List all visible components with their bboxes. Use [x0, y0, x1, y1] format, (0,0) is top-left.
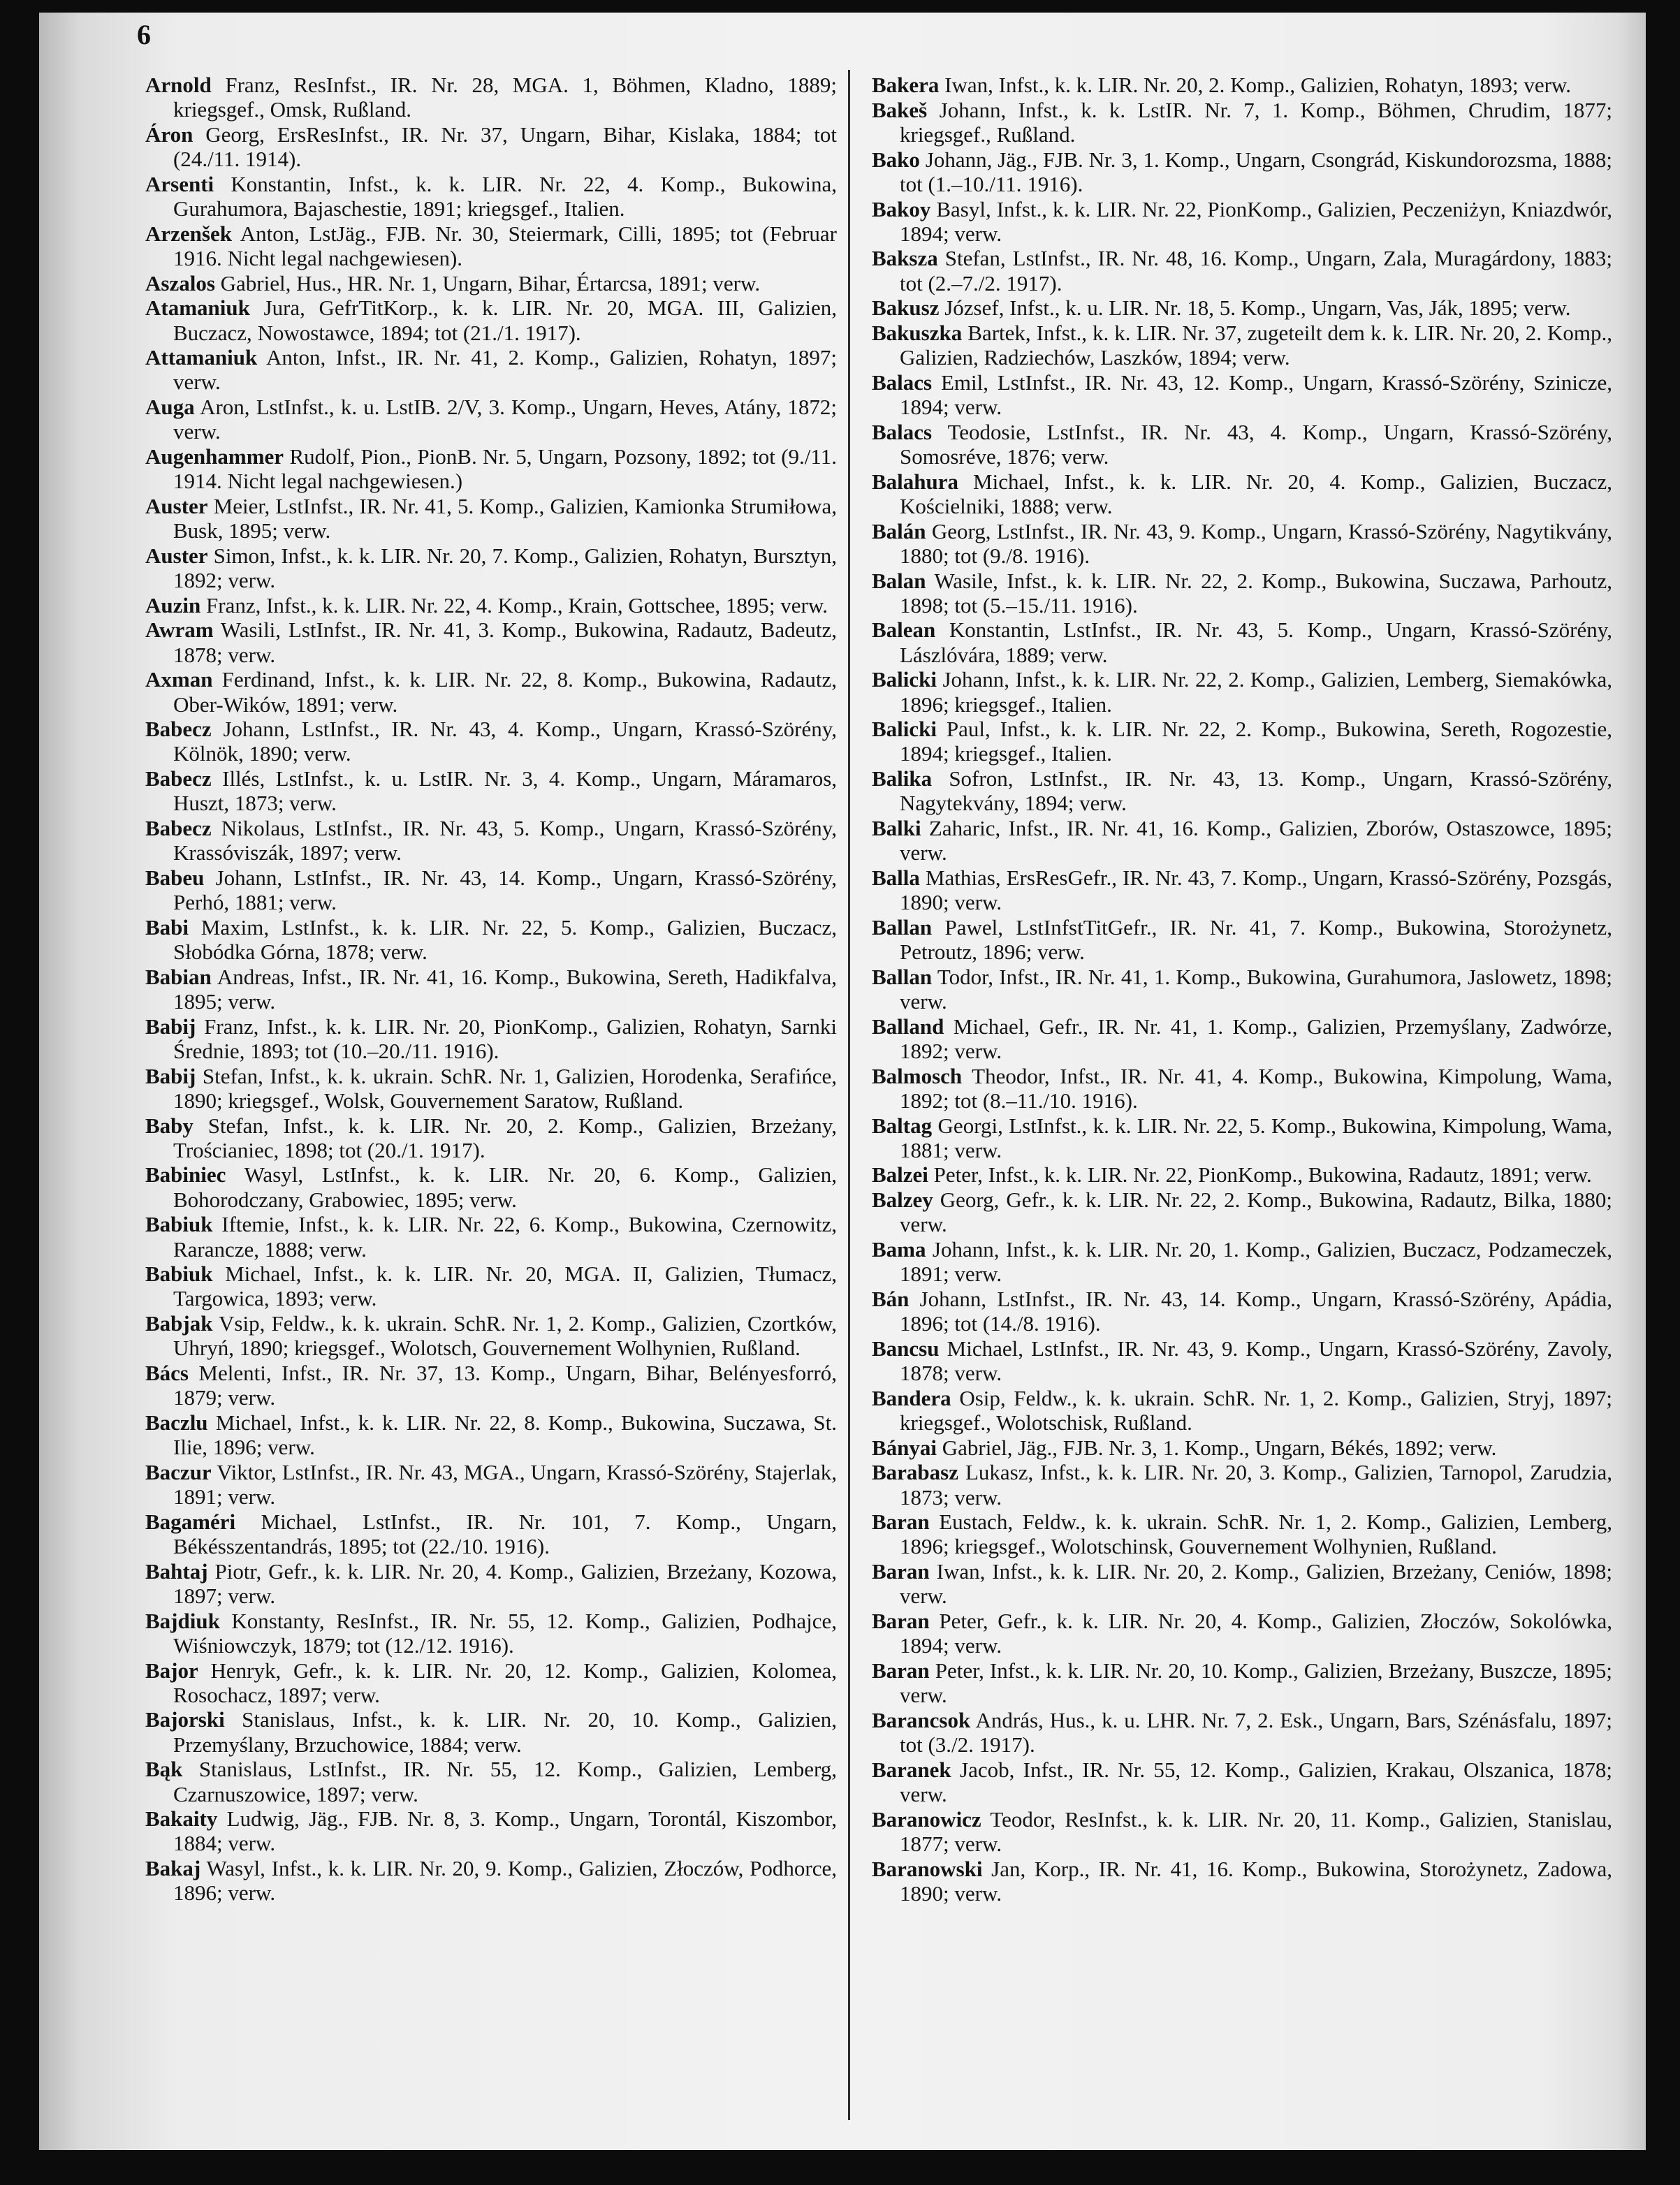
- list-entry: [872, 1386, 1612, 1435]
- entry-surname: Babiuk: [145, 1262, 213, 1287]
- list-entry: [872, 1014, 1612, 1063]
- entry-surname: Balacs: [872, 370, 933, 395]
- list-entry: [145, 618, 837, 666]
- right-column: [872, 73, 1612, 1906]
- list-entry: [872, 816, 1612, 865]
- entry-surname: Balacs: [872, 419, 933, 444]
- entry-surname: Auzin: [145, 592, 201, 618]
- list-entry: [145, 1559, 837, 1608]
- list-entry: [145, 122, 837, 171]
- entry-details: Georgi, LstInfst., k. k. LIR. Nr. 22, 5. Komp., Bukowina, Kimpolung, Wama, 1881; verw.: [900, 1113, 1613, 1162]
- list-entry: [145, 543, 837, 592]
- entry-details: Johann, Infst., k. k. LstIR. Nr. 7, 1. Komp., Böhmen, Chrudim, 1877; kriegsgef., Rußland.: [900, 97, 1613, 147]
- entry-details: Aron, LstInfst., k. u. LstIB. 2/V, 3. Komp., Ungarn, Heves, Atány, 1872; verw.: [173, 395, 837, 444]
- entry-surname: Bakusz: [872, 295, 940, 321]
- entry-details: Johann, LstInfst., IR. Nr. 43, 4. Komp., Ungarn, Krassó-Szörény, Kölnök, 1890; verw.: [173, 717, 837, 766]
- list-entry: [872, 370, 1612, 419]
- list-entry: [145, 172, 837, 221]
- entry-details: Iftemie, Infst., k. k. LIR. Nr. 22, 6. Komp., Bukowina, Czernowitz, Rarancze, 1888; verw.: [173, 1212, 838, 1262]
- list-entry: [872, 519, 1612, 568]
- list-entry: [872, 295, 1612, 320]
- entry-details: Wasyl, LstInfst., k. k. LIR. Nr. 20, 6. Komp., Galizien, Bohorodczany, Grabowiec, 1895; verw.: [173, 1162, 837, 1212]
- entry-surname: Bajdiuk: [145, 1608, 220, 1633]
- list-entry: [872, 1510, 1612, 1558]
- list-entry: [145, 1806, 837, 1855]
- entry-details: Pawel, LstInfstTitGefr., IR. Nr. 41, 7. Komp., Bukowina, Storożynetz, Petroutz, 1896; verw.: [900, 914, 1613, 965]
- list-entry: [145, 1707, 837, 1756]
- entry-surname: Bakeš: [872, 97, 928, 122]
- column-divider: [848, 70, 850, 2120]
- entry-surname: Áron: [145, 122, 193, 147]
- list-entry: [872, 73, 1612, 97]
- entry-details: Jura, GefrTitKorp., k. k. LIR. Nr. 20, MGA. III, Galizien, Buczacz, Nowostawce, 1894; tot (21./1. 1917).: [173, 295, 837, 345]
- list-entry: [872, 1188, 1612, 1236]
- list-entry: [145, 395, 837, 444]
- list-entry: [145, 766, 837, 815]
- entry-details: Melenti, Infst., IR. Nr. 37, 13. Komp., Ungarn, Bihar, Belényesforró, 1879; verw.: [173, 1361, 837, 1410]
- entry-surname: Babeu: [145, 865, 205, 890]
- list-entry: [872, 420, 1612, 469]
- entry-surname: Ballan: [872, 964, 933, 989]
- entry-details: Andreas, Infst., IR. Nr. 41, 16. Komp., Bukowina, Sereth, Hadikfalva, 1895; verw.: [173, 964, 837, 1014]
- entry-surname: Bajorski: [145, 1707, 225, 1732]
- entry-surname: Babiniec: [145, 1162, 226, 1188]
- entry-surname: Bán: [872, 1286, 910, 1311]
- entry-surname: Babi: [145, 914, 189, 940]
- entry-surname: Babian: [145, 964, 212, 989]
- entry-details: Nikolaus, LstInfst., IR. Nr. 43, 5. Komp., Ungarn, Krassó-Szörény, Krassóviszák, 1897; verw.: [173, 816, 837, 865]
- entry-surname: Baby: [145, 1113, 193, 1138]
- entry-surname: Balán: [872, 518, 926, 543]
- entry-surname: Arnold: [145, 73, 212, 97]
- entry-details: Gabriel, Jäg., FJB. Nr. 3, 1. Komp., Ungarn, Békés, 1892; verw.: [942, 1435, 1497, 1460]
- entry-details: Sofron, LstInfst., IR. Nr. 43, 13. Komp., Ungarn, Krassó-Szörény, Nagytekvány, 1894; verw.: [900, 766, 1612, 816]
- entry-details: Jacob, Infst., IR. Nr. 55, 12. Komp., Galizien, Krakau, Olszanica, 1878; verw.: [900, 1757, 1613, 1807]
- entry-surname: Baran: [872, 1609, 930, 1634]
- entry-details: Iwan, Infst., k. k. LIR. Nr. 20, 2. Komp., Galizien, Rohatyn, 1893; verw.: [944, 73, 1572, 97]
- entry-surname: Auster: [145, 493, 208, 518]
- entry-details: Lukasz, Infst., k. k. LIR. Nr. 20, 3. Komp., Galizien, Tarnopol, Zarudzia, 1873; verw.: [900, 1460, 1613, 1510]
- list-entry: [872, 469, 1612, 518]
- entry-surname: Bako: [872, 147, 920, 172]
- list-entry: [872, 1658, 1612, 1707]
- entry-details: Wasile, Infst., k. k. LIR. Nr. 22, 2. Komp., Bukowina, Suczawa, Parhoutz, 1898; tot (5.–15./11. 1916).: [900, 568, 1612, 618]
- entry-details: Peter, Gefr., k. k. LIR. Nr. 20, 4. Komp., Galizien, Złoczów, Sokolówka, 1894; verw.: [900, 1609, 1612, 1658]
- entry-surname: Balla: [872, 865, 920, 890]
- entry-surname: Arsenti: [145, 171, 214, 196]
- list-entry: [145, 73, 837, 122]
- entry-details: Osip, Feldw., k. k. ukrain. SchR. Nr. 1, 2. Komp., Galizien, Stryj, 1897; kriegsgef., Wolotschisk, Rußland.: [900, 1385, 1612, 1435]
- entry-details: Konstanty, ResInfst., IR. Nr. 55, 12. Komp., Galizien, Podhajce, Wiśniowczyk, 1879; tot (12./12. 1916).: [173, 1608, 837, 1658]
- entry-details: Zaharic, Infst., IR. Nr. 41, 16. Komp., Galizien, Zborów, Ostaszowce, 1895; verw.: [900, 816, 1612, 865]
- entry-details: Stefan, Infst., k. k. ukrain. SchR. Nr. 1, Galizien, Horodenka, Serafińce, 1890; kriegsgef., Wolsk, Gouvernement Saratow, Rußland.: [173, 1063, 837, 1113]
- entry-details: Johann, Infst., k. k. LIR. Nr. 22, 2. Komp., Galizien, Lemberg, Siemakówka, 1896; kriegsgef., Italien.: [900, 667, 1612, 717]
- entry-surname: Baksza: [872, 246, 938, 271]
- entry-surname: Babjak: [145, 1311, 213, 1336]
- entry-surname: Aszalos: [145, 270, 215, 295]
- list-entry: [145, 1460, 837, 1509]
- list-entry: [872, 1435, 1612, 1460]
- list-entry: [872, 1559, 1612, 1608]
- entry-details: Stanislaus, LstInfst., IR. Nr. 55, 12. Komp., Galizien, Lemberg, Czarnuszowice, 1897; verw.: [173, 1757, 837, 1806]
- list-entry: [872, 717, 1612, 766]
- entry-surname: Balan: [872, 568, 926, 593]
- entry-details: Jan, Korp., IR. Nr. 41, 16. Komp., Bukowina, Storożynetz, Zadowa, 1890; verw.: [900, 1856, 1612, 1906]
- entry-surname: Bandera: [872, 1385, 951, 1410]
- entry-surname: Balahura: [872, 469, 959, 494]
- entry-surname: Baczur: [145, 1459, 212, 1484]
- entry-surname: Arzenšek: [145, 221, 232, 246]
- list-entry: [145, 345, 837, 394]
- entry-surname: Auga: [145, 395, 195, 420]
- list-entry: [145, 816, 837, 865]
- list-entry: [872, 1064, 1612, 1113]
- entry-surname: Balika: [872, 766, 933, 791]
- entry-surname: Bąk: [145, 1757, 183, 1782]
- entry-surname: Babecz: [145, 766, 212, 791]
- entry-details: Anton, Infst., IR. Nr. 41, 2. Komp., Galizien, Rohatyn, 1897; verw.: [173, 345, 837, 395]
- entry-details: Rudolf, Pion., PionB. Nr. 5, Ungarn, Pozsony, 1892; tot (9./11. 1914. Nicht legal nachgewiesen.): [173, 444, 837, 494]
- entry-surname: Balmosch: [872, 1063, 963, 1088]
- list-entry: [872, 1708, 1612, 1757]
- entry-details: Konstantin, LstInfst., IR. Nr. 43, 5. Komp., Ungarn, Krassó-Szörény, Lászlóvára, 1889; verw.: [900, 618, 1612, 667]
- list-entry: [872, 246, 1612, 295]
- entry-surname: Bagaméri: [145, 1509, 236, 1534]
- list-entry: [872, 667, 1612, 716]
- entry-details: Basyl, Infst., k. k. LIR. Nr. 22, PionKomp., Galizien, Peczeniżyn, Kniazdwór, 1894; verw.: [900, 196, 1612, 246]
- entry-details: Franz, Infst., k. k. LIR. Nr. 20, PionKomp., Galizien, Rohatyn, Sarnki Średnie, 1893; tot (10.–20./11. 1916).: [173, 1014, 838, 1063]
- entry-surname: Barancsok: [872, 1707, 971, 1732]
- list-entry: [872, 1857, 1612, 1906]
- entry-details: József, Infst., k. u. LIR. Nr. 18, 5. Komp., Ungarn, Vas, Ják, 1895; verw.: [944, 295, 1571, 321]
- entry-details: Johann, Jäg., FJB. Nr. 3, 1. Komp., Ungarn, Csongrád, Kiskundorozsma, 1888; tot (1.–10./11. 1916).: [900, 147, 1612, 196]
- list-entry: [145, 1410, 837, 1459]
- entry-surname: Baltag: [872, 1113, 933, 1138]
- entry-details: Georg, ErsResInfst., IR. Nr. 37, Ungarn, Bihar, Kislaka, 1884; tot (24./11. 1914).: [173, 122, 837, 172]
- entry-details: Stanislaus, Infst., k. k. LIR. Nr. 20, 10. Komp., Galizien, Przemyślany, Brzuchowice, 1884; verw.: [173, 1707, 837, 1757]
- entry-details: Ferdinand, Infst., k. k. LIR. Nr. 22, 8. Komp., Bukowina, Radautz, Ober-Wików, 1891; verw.: [173, 667, 837, 717]
- entry-details: Meier, LstInfst., IR. Nr. 41, 5. Komp., Galizien, Kamionka Strumiłowa, Busk, 1895; verw.: [173, 493, 838, 543]
- list-entry: [872, 1162, 1612, 1187]
- entry-surname: Attamaniuk: [145, 345, 258, 370]
- entry-surname: Bahtaj: [145, 1558, 208, 1584]
- list-entry: [145, 1113, 837, 1162]
- list-entry: [872, 618, 1612, 666]
- entry-details: Piotr, Gefr., k. k. LIR. Nr. 20, 4. Komp., Galizien, Brzeżany, Kozowa, 1897; verw.: [173, 1558, 838, 1608]
- list-entry: [145, 1609, 837, 1658]
- entry-surname: Bács: [145, 1361, 189, 1386]
- entry-details: Michael, LstInfst., IR. Nr. 43, 9. Komp., Ungarn, Krassó-Szörény, Zavoly, 1878; verw.: [900, 1336, 1613, 1386]
- entry-surname: Baczlu: [145, 1410, 208, 1435]
- list-entry: [145, 271, 837, 295]
- entry-surname: Awram: [145, 618, 214, 643]
- entry-details: Paul, Infst., k. k. LIR. Nr. 22, 2. Komp., Bukowina, Sereth, Rogozestie, 1894; kriegsgef., Italien.: [900, 717, 1613, 766]
- document-page: [39, 13, 1646, 2150]
- entry-details: Johann, Infst., k. k. LIR. Nr. 20, 1. Komp., Galizien, Buczacz, Podzameczek, 1891; verw.: [900, 1237, 1613, 1287]
- entry-details: Illés, LstInfst., k. u. LstIR. Nr. 3, 4. Komp., Ungarn, Máramaros, Huszt, 1873; verw.: [173, 766, 838, 816]
- entry-details: Teodor, ResInfst., k. k. LIR. Nr. 20, 11. Komp., Galizien, Stanislau, 1877; verw.: [900, 1806, 1612, 1856]
- entry-surname: Bakaity: [145, 1806, 218, 1832]
- list-entry: [872, 915, 1612, 964]
- entry-details: Georg, LstInfst., IR. Nr. 43, 9. Komp., Ungarn, Krassó-Szörény, Nagytikvány, 1880; tot (9./8. 1916).: [900, 518, 1612, 568]
- list-entry: [872, 965, 1612, 1014]
- entry-details: Michael, Infst., k. k. LIR. Nr. 20, MGA. II, Galizien, Tłumacz, Targowica, 1893; verw.: [173, 1262, 837, 1311]
- entry-details: Konstantin, Infst., k. k. LIR. Nr. 22, 4. Komp., Bukowina, Gurahumora, Bajaschestie, 1891; kriegsgef., Italien.: [173, 171, 838, 221]
- entry-details: Henryk, Gefr., k. k. LIR. Nr. 20, 12. Komp., Galizien, Kolomea, Rosochacz, 1897; verw.: [173, 1658, 838, 1707]
- list-entry: [145, 295, 837, 344]
- left-column: [145, 73, 837, 1906]
- entry-surname: Babecz: [145, 816, 212, 841]
- entry-details: Teodosie, LstInfst., IR. Nr. 43, 4. Komp., Ungarn, Krassó-Szörény, Somosréve, 1876; verw.: [900, 419, 1612, 469]
- entry-surname: Balicki: [872, 717, 937, 742]
- list-entry: [872, 1807, 1612, 1856]
- entry-surname: Balland: [872, 1014, 944, 1039]
- entry-surname: Axman: [145, 667, 213, 692]
- list-entry: [872, 321, 1612, 370]
- entry-surname: Baran: [872, 1559, 930, 1584]
- entry-surname: Barabasz: [872, 1460, 958, 1485]
- list-entry: [145, 1658, 837, 1707]
- list-entry: [872, 1113, 1612, 1162]
- entry-details: Franz, Infst., k. k. LIR. Nr. 22, 4. Komp., Krain, Gottschee, 1895; verw.: [206, 592, 828, 618]
- list-entry: [872, 1237, 1612, 1286]
- entry-details: Michael, LstInfst., IR. Nr. 101, 7. Komp., Ungarn, Békésszentandrás, 1895; tot (22./10. 1916).: [173, 1509, 837, 1558]
- entry-surname: Baran: [872, 1510, 930, 1535]
- list-entry: [872, 865, 1612, 914]
- entry-details: Stefan, LstInfst., IR. Nr. 48, 16. Komp., Ungarn, Zala, Muragárdony, 1883; tot (2.–7./2. 1917).: [900, 246, 1613, 295]
- list-entry: [872, 766, 1612, 815]
- entry-surname: Bajor: [145, 1658, 198, 1683]
- entry-surname: Bányai: [872, 1435, 937, 1460]
- list-entry: [145, 1064, 837, 1113]
- list-entry: [145, 1262, 837, 1310]
- entry-surname: Bakaj: [145, 1856, 201, 1881]
- entry-details: Franz, ResInfst., IR. Nr. 28, MGA. 1, Böhmen, Kladno, 1889; kriegsgef., Omsk, Rußland.: [173, 73, 837, 122]
- list-entry: [145, 965, 837, 1014]
- entry-surname: Balzei: [872, 1162, 928, 1188]
- list-entry: [872, 1460, 1612, 1509]
- entry-details: Stefan, Infst., k. k. LIR. Nr. 20, 2. Komp., Galizien, Brzeżany, Trościaniec, 1898; tot (20./1. 1917).: [173, 1113, 838, 1162]
- list-entry: [145, 1856, 837, 1905]
- entry-details: Anton, LstJäg., FJB. Nr. 30, Steiermark, Cilli, 1895; tot (Februar 1916. Nicht legal nachgewiesen).: [173, 221, 837, 270]
- entry-surname: Baranowski: [872, 1856, 983, 1881]
- list-entry: [145, 1361, 837, 1410]
- entry-details: Michael, Infst., k. k. LIR. Nr. 22, 8. Komp., Bukowina, Suczawa, St. Ilie, 1896; verw.: [173, 1410, 838, 1460]
- list-entry: [872, 1287, 1612, 1336]
- entry-surname: Baranek: [872, 1757, 951, 1782]
- list-entry: [872, 1336, 1612, 1385]
- entry-details: Theodor, Infst., IR. Nr. 41, 4. Komp., Bukowina, Kimpolung, Wama, 1892; tot (8.–11./10. 1916).: [900, 1063, 1612, 1113]
- list-entry: [872, 197, 1612, 246]
- entry-details: Maxim, LstInfst., k. k. LIR. Nr. 22, 5. Komp., Galizien, Buczacz, Słobódka Górna, 1878; verw.: [173, 914, 838, 965]
- entry-surname: Bancsu: [872, 1336, 940, 1361]
- entry-surname: Baranowicz: [872, 1806, 981, 1832]
- list-entry: [145, 865, 837, 914]
- entry-details: Johann, LstInfst., IR. Nr. 43, 14. Komp., Ungarn, Krassó-Szörény, Perhó, 1881; verw.: [173, 865, 837, 915]
- list-entry: [145, 1510, 837, 1558]
- entry-details: Wasyl, Infst., k. k. LIR. Nr. 20, 9. Komp., Galizien, Złoczów, Podhorce, 1896; verw.: [173, 1856, 838, 1906]
- list-entry: [145, 667, 837, 716]
- list-entry: [145, 1212, 837, 1261]
- entry-surname: Balki: [872, 816, 921, 841]
- entry-surname: Bakoy: [872, 196, 931, 221]
- entry-details: Peter, Infst., k. k. LIR. Nr. 20, 10. Komp., Galizien, Brzeżany, Buszcze, 1895; verw.: [900, 1658, 1612, 1708]
- list-entry: [145, 221, 837, 270]
- entry-details: Georg, Gefr., k. k. LIR. Nr. 22, 2. Komp., Bukowina, Radautz, Bilka, 1880; verw.: [900, 1188, 1612, 1237]
- entry-details: Iwan, Infst., k. k. LIR. Nr. 20, 2. Komp., Galizien, Brzeżany, Ceniów, 1898; verw.: [900, 1559, 1613, 1609]
- entry-surname: Atamaniuk: [145, 295, 250, 321]
- entry-surname: Balicki: [872, 667, 937, 692]
- entry-details: Michael, Gefr., IR. Nr. 41, 1. Komp., Galizien, Przemyślany, Zadwórze, 1892; verw.: [900, 1014, 1612, 1063]
- entry-details: Mathias, ErsResGefr., IR. Nr. 43, 7. Komp., Ungarn, Krassó-Szörény, Pozsgás, 1890; verw.: [900, 865, 1612, 915]
- list-entry: [145, 1014, 837, 1063]
- list-entry: [145, 593, 837, 618]
- entry-details: Ludwig, Jäg., FJB. Nr. 8, 3. Komp., Ungarn, Torontál, Kiszombor, 1884; verw.: [173, 1806, 838, 1856]
- entry-surname: Baran: [872, 1658, 930, 1683]
- entry-surname: Bakuszka: [872, 321, 963, 346]
- page-number: 6: [137, 19, 151, 50]
- list-entry: [872, 98, 1612, 147]
- list-entry: [145, 444, 837, 493]
- entry-surname: Balzey: [872, 1188, 933, 1213]
- entry-surname: Babiuk: [145, 1212, 213, 1237]
- entry-surname: Auster: [145, 543, 208, 568]
- list-entry: [145, 494, 837, 543]
- list-entry: [872, 569, 1612, 618]
- entry-details: Peter, Infst., k. k. LIR. Nr. 22, PionKomp., Bukowina, Radautz, 1891; verw.: [933, 1162, 1592, 1188]
- list-entry: [145, 915, 837, 964]
- entry-details: Eustach, Feldw., k. k. ukrain. SchR. Nr. 1, 2. Komp., Galizien, Lemberg, 1896; kriegsgef., Wolotschinsk, Gouvernement Wolhynien, Rußland.: [900, 1510, 1612, 1559]
- entry-surname: Augenhammer: [145, 444, 284, 469]
- entry-surname: Babecz: [145, 717, 212, 742]
- list-entry: [872, 147, 1612, 196]
- entry-details: Vsip, Feldw., k. k. ukrain. SchR. Nr. 1, 2. Komp., Galizien, Czortków, Uhryń, 1890; kriegsgef., Wolotsch, Gouvernement Wolhynien, Rußland.: [173, 1311, 837, 1361]
- entry-surname: Babij: [145, 1063, 196, 1088]
- list-entry: [872, 1758, 1612, 1806]
- list-entry: [145, 1311, 837, 1360]
- entry-details: Gabriel, Hus., HR. Nr. 1, Ungarn, Bihar, Értarcsa, 1891; verw.: [220, 270, 761, 295]
- list-entry: [145, 1757, 837, 1806]
- entry-surname: Bama: [872, 1237, 926, 1262]
- entry-surname: Bakera: [872, 73, 940, 97]
- entry-surname: Ballan: [872, 914, 933, 940]
- entry-surname: Babij: [145, 1014, 196, 1039]
- list-entry: [872, 1609, 1612, 1658]
- entry-details: Michael, Infst., k. k. LIR. Nr. 20, 4. Komp., Galizien, Buczacz, Kościelniki, 1888; verw.: [900, 469, 1612, 518]
- list-entry: [145, 1162, 837, 1211]
- entry-details: Bartek, Infst., k. k. LIR. Nr. 37, zugeteilt dem k. k. LIR. Nr. 20, 2. Komp., Galizien, Radziechów, Laszków, 1894; verw.: [900, 321, 1613, 370]
- entry-details: Johann, LstInfst., IR. Nr. 43, 14. Komp., Ungarn, Krassó-Szörény, Apádia, 1896; tot (14./8. 1916).: [900, 1286, 1613, 1336]
- list-entry: [145, 717, 837, 766]
- entry-details: Todor, Infst., IR. Nr. 41, 1. Komp., Bukowina, Gurahumora, Jaslowetz, 1898; verw.: [900, 964, 1612, 1014]
- entry-details: András, Hus., k. u. LHR. Nr. 7, 2. Esk., Ungarn, Bars, Szénásfalu, 1897; tot (3./2. 1917).: [900, 1707, 1612, 1758]
- entry-surname: Balean: [872, 618, 936, 643]
- entry-details: Wasili, LstInfst., IR. Nr. 41, 3. Komp., Bukowina, Radautz, Badeutz, 1878; verw.: [173, 618, 837, 667]
- entry-details: Viktor, LstInfst., IR. Nr. 43, MGA., Ungarn, Krassó-Szörény, Stajerlak, 1891; verw.: [173, 1459, 837, 1510]
- entry-details: Simon, Infst., k. k. LIR. Nr. 20, 7. Komp., Galizien, Rohatyn, Bursztyn, 1892; verw.: [173, 543, 838, 593]
- entry-details: Emil, LstInfst., IR. Nr. 43, 12. Komp., Ungarn, Krassó-Szörény, Szinicze, 1894; verw.: [900, 370, 1612, 420]
